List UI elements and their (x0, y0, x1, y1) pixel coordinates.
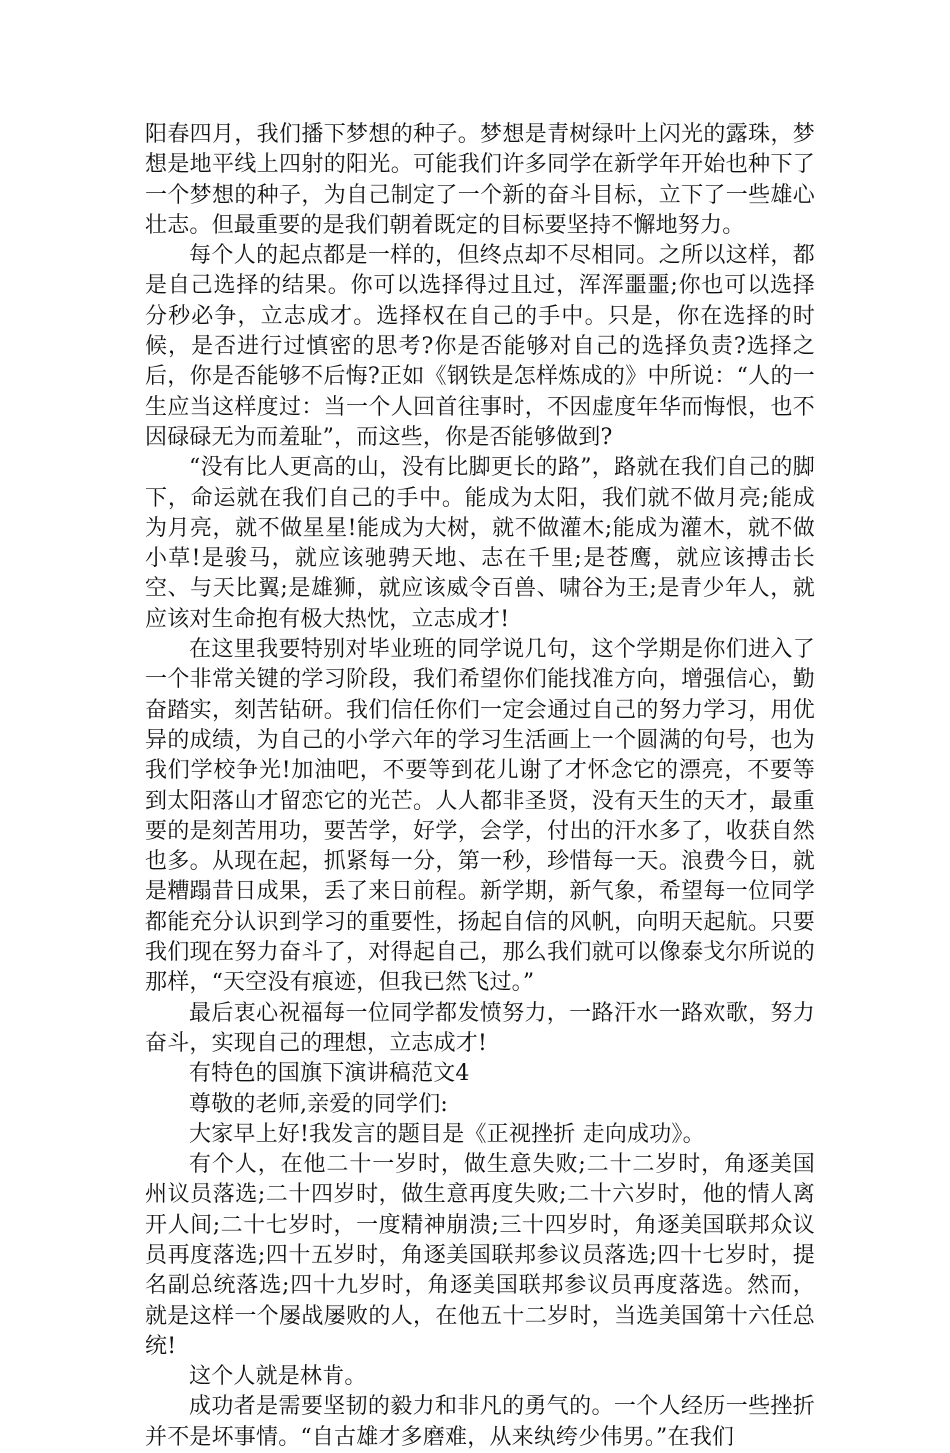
document-body (145, 120, 815, 1453)
paragraph-graduating-class: 在这里我要特别对毕业班的同学说几句，这个学期是你们进入了一个非常关键的学习阶段，我们希望你们能找准方向，增强信心，勤奋踏实，刻苦钻研。我们信任你们一定会通过自己的努力学习，用优异的成绩，为自己的小学六年的学习生活画上一个圆满的句号，也为我们学校争光!加油吧，不要等到花儿谢了才怀念它的漂亮，不要等到太阳落山才留恋它的光芒。人人都非圣贤，没有天生的天才，最重要的是刻苦用功，要苦学，好学，会学，付出的汗水多了，收获自然也多。从现在起，抓紧每一分，第一秒，珍惜每一天。浪费今日，就是糟蹋昔日成果，丢了来日前程。新学期，新气象，希望每一位同学都能充分认识到学习的重要性，扬起自信的风帆，向明天起航。只要我们现在努力奋斗了，对得起自己，那么我们就可以像泰戈尔所说的那样，“天空没有痕迹，但我已然飞过。” (145, 637, 815, 996)
section-title: 有特色的国旗下演讲稿范文4 (189, 1061, 470, 1087)
paragraph-starting-point: 每个人的起点都是一样的，但终点却不尽相同。之所以这样，都是自己选择的结果。你可以选择得过且过，浑浑噩噩;你也可以选择分秒必争，立志成才。选择权在自己的手中。只是，你在选择的时候，是否进行过慎密的思考?你是否能够对自己的选择负责?选择之后，你是否能够不后悔?正如《钢铁是怎样炼成的》中所说：“人的一生应当这样度过：当一个人回首往事时，不因虚度年华而悔恨，也不因碌碌无为而羞耻”，而这些，你是否能够做到? (145, 243, 815, 450)
paragraph-mountain-road: “没有比人更高的山，没有比脚更长的路”，路就在我们自己的脚下，命运就在我们自己的手中。能成为太阳，我们就不做月亮;能成为月亮，就不做星星!能成为大树，就不做灌木;能成为灌木，就不做小草!是骏马，就应该驰骋天地、志在千里;是苍鹰，就应该搏击长空、与天比翼;是雄狮，就应该威令百兽、啸谷为王;是青少年人，就应该对生命抱有极大热忱，立志成才! (145, 455, 815, 632)
paragraph-dream-seed: 阳春四月，我们播下梦想的种子。梦想是青树绿叶上闪光的露珠，梦想是地平线上四射的阳光。可能我们许多同学在新学年开始也种下了一个梦想的种子，为自己制定了一个新的奋斗目标，立下了一些雄心壮志。但最重要的是我们朝着既定的目标要坚持不懈地努力。 (145, 122, 815, 238)
paragraph-perseverance: 成功者是需要坚韧的毅力和非凡的勇气的。一个人经历一些挫折并不是坏事情。“自古雄才多磨难，从来纨绔少伟男。”在我们 (145, 1394, 815, 1450)
paragraph-lincoln-story: 有个人，在他二十一岁时，做生意失败;二十二岁时，角逐美国州议员落选;二十四岁时，做生意再度失败;二十六岁时，他的情人离开人间;二十七岁时，一度精神崩溃;三十四岁时，角逐美国联邦众议员再度落选;四十五岁时，角逐美国联邦参议员落选;四十七岁时，提名副总统落选;四十九岁时，角逐美国联邦参议员再度落选。然而，就是这样一个屡战屡败的人，在他五十二岁时，当选美国第十六任总统! (145, 1152, 815, 1359)
paragraph-closing-wishes: 最后衷心祝福每一位同学都发愤努力，一路汗水一路欢歌，努力奋斗，实现自己的理想，立志成才! (145, 1000, 815, 1056)
salutation: 尊敬的老师,亲爱的同学们: (189, 1091, 449, 1117)
paragraph-lincoln-name: 这个人就是林肯。 (189, 1364, 367, 1390)
greeting-topic: 大家早上好!我发言的题目是《正视挫折 走向成功》。 (189, 1121, 705, 1147)
